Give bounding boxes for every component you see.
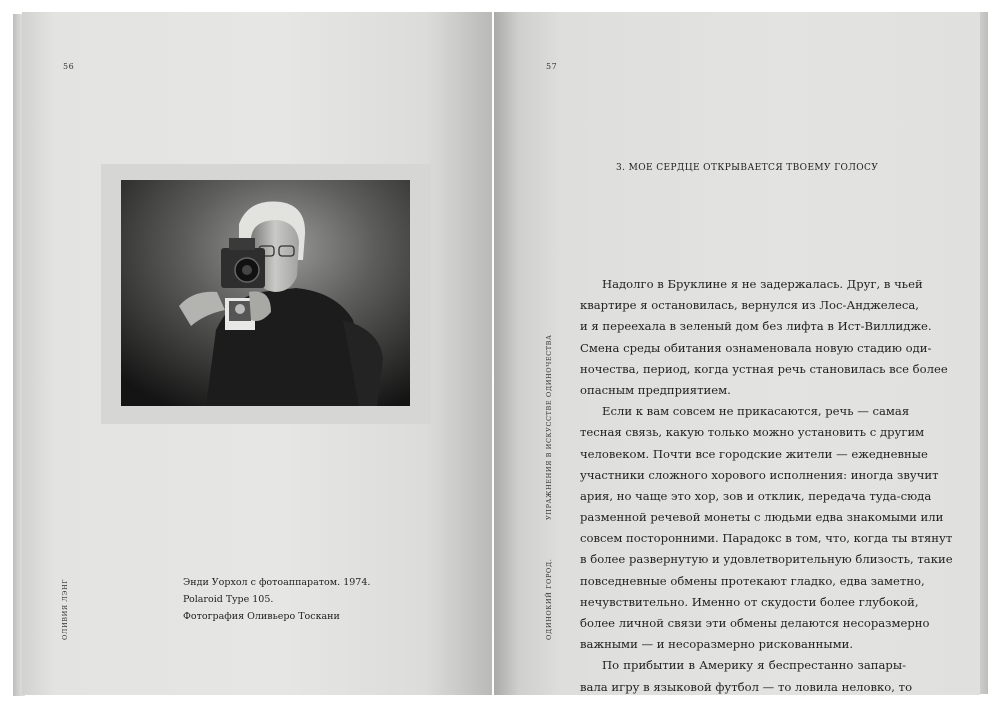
right-running-head-title: ОДИНОКИЙ ГОРОД. bbox=[545, 558, 553, 640]
text-line: человеком. Почти все городские жители — ежедневные bbox=[580, 446, 928, 461]
text-line: участники сложного хорового исполнения: иногда звучит bbox=[580, 467, 939, 482]
text-line: вала игру в языковой футбол — то ловила неловко, то bbox=[580, 679, 913, 694]
text-line: Смена среды обитания ознаменовала новую стадию оди- bbox=[580, 340, 932, 355]
right-page-number: 57 bbox=[546, 62, 558, 71]
text-line: Если к вам совсем не прикасаются, речь — самая bbox=[602, 404, 910, 419]
text-line: Надолго в Бруклине я не задержалась. Друг, в чьей bbox=[602, 277, 923, 291]
body-text bbox=[580, 274, 953, 698]
text-line: тесная связь, какую только можно установить с другим bbox=[580, 425, 925, 440]
right-running-head-subtitle: УПРАЖНЕНИЯ В ИСКУССТВЕ ОДИНОЧЕСТВА bbox=[545, 334, 553, 520]
left-running-head: ОЛИВИЯ ЛЭНГ bbox=[61, 578, 69, 640]
text-line: ночества, период, когда устная речь становилась все более bbox=[580, 361, 948, 376]
text-line: квартире я остановилась, вернулся из Лос-Анджелеса, bbox=[580, 298, 919, 313]
photo-andy-warhol-icon bbox=[121, 180, 410, 406]
photo-caption bbox=[183, 574, 423, 625]
text-line: повседневные обмены протекают гладко, едва заметно, bbox=[580, 573, 925, 588]
text-line: разменной речевой монеты с людьми едва знакомыми или bbox=[580, 510, 944, 525]
text-line: нечувствительно. Именно от скудости более глубокой, bbox=[580, 594, 919, 609]
text-line: в более развернутую и удовлетворительную близость, такие bbox=[580, 552, 953, 567]
text-line: совсем посторонними. Парадокс в том, что, когда ты втянут bbox=[580, 531, 953, 546]
text-line: важными — и несоразмерно рискованными. bbox=[580, 637, 854, 652]
caption-line: Энди Уорхол с фотоаппаратом. 1974. bbox=[183, 577, 371, 588]
text-line: более личной связи эти обмены делаются несоразмерно bbox=[580, 616, 930, 630]
text-line: По прибытии в Америку я беспрестанно запары- bbox=[602, 658, 906, 673]
left-page-number: 56 bbox=[63, 62, 75, 71]
text-line: и я переехала в зеленый дом без лифта в Ист-Виллидже. bbox=[580, 319, 932, 334]
caption-line: Polaroid Type 105. bbox=[183, 594, 274, 605]
caption-line: Фотография Оливьеро Тоскани bbox=[183, 611, 340, 622]
text-line: опасным предприятием. bbox=[580, 382, 731, 397]
polaroid-photo bbox=[101, 164, 431, 424]
text-line: ария, но чаще это хор, зов и отклик, передача туда-сюда bbox=[580, 488, 932, 503]
chapter-title: 3. МОЕ СЕРДЦЕ ОТКРЫВАЕТСЯ ТВОЕМУ ГОЛОСУ bbox=[616, 163, 879, 173]
